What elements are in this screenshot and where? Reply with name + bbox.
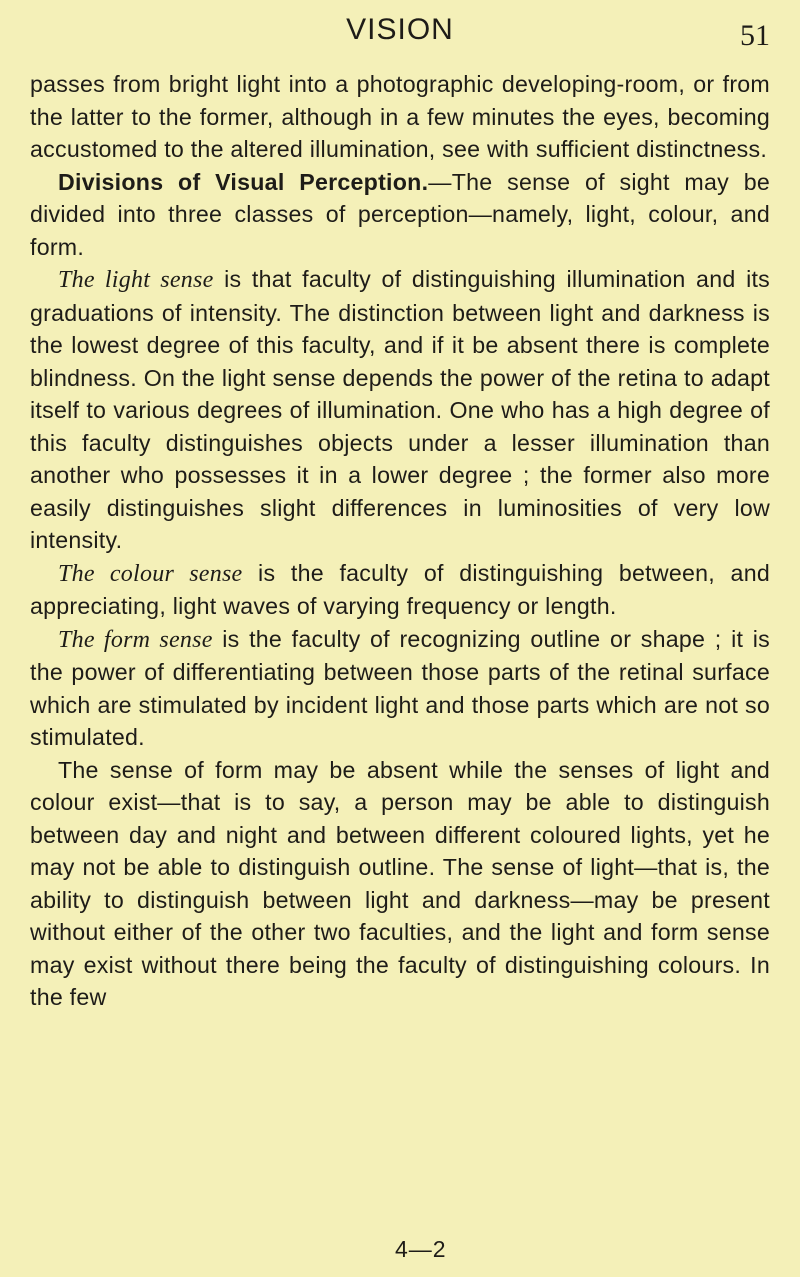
italic-term: The colour sense [58, 560, 243, 587]
italic-term: The form sense [58, 626, 213, 653]
running-head [30, 12, 770, 52]
running-title: VISION [346, 13, 454, 46]
paragraph-text: The sense of form may be absent while the senses of light and colour exist—that is to say, a person may be able to distinguish between day and night and between different coloured lights, yet he may not be able to distinguish outline. The sense of light—that is, the ability to distinguish between light and darkness—may be present without either of the other two faculties, and the light and form sense may exist without there being the faculty of distinguishing colours. In the few [30, 756, 770, 1010]
section-heading: Divisions of Visual Perception. [58, 168, 429, 195]
paragraph-colour-sense [30, 557, 770, 623]
body-text [30, 68, 770, 1014]
book-page [30, 0, 770, 1277]
paragraph-light-sense [30, 263, 770, 557]
italic-term: The light sense [58, 267, 214, 293]
paragraph-text: is the faculty of recognizing outline or shape ; it is the power of differentiating between those parts of the retinal surface which are stimulated by incident light and those parts which are not so stimulated. [30, 625, 771, 750]
paragraph-divisions [30, 166, 770, 264]
page-number: 51 [740, 19, 770, 52]
paragraph-text: passes from bright light into a photographic developing-room, or from the latter to the former, although in a few minutes the eyes, becoming accustomed to the altered illumination, see with sufficient distinctness. [30, 71, 770, 162]
paragraph-form-sense [30, 623, 770, 754]
paragraph-text: —The sense of sight may be divided into three classes of perception—namely, light, colour, and form. [30, 168, 770, 260]
paragraph-text: is that faculty of distinguishing illumination and its graduations of intensity. The distinction between light and darkness is the lowest degree of this faculty, and if it be absent there is complete blindness. On the light sense depends the power of the retina to adapt itself to various degrees of illumination. One who has a high degree of this faculty distinguishes objects under a lesser illumination than another who possesses it in a lower degree ; the former also more easily distinguishes slight differences in luminosities of very low intensity. [30, 266, 771, 553]
paragraph-text: is the faculty of distinguishing between, and appreciating, light waves of varying frequency or length. [30, 559, 770, 619]
paragraph-continuation [30, 68, 770, 166]
paragraph-absence [30, 754, 770, 1014]
signature-mark: 4—2 [395, 1236, 447, 1262]
